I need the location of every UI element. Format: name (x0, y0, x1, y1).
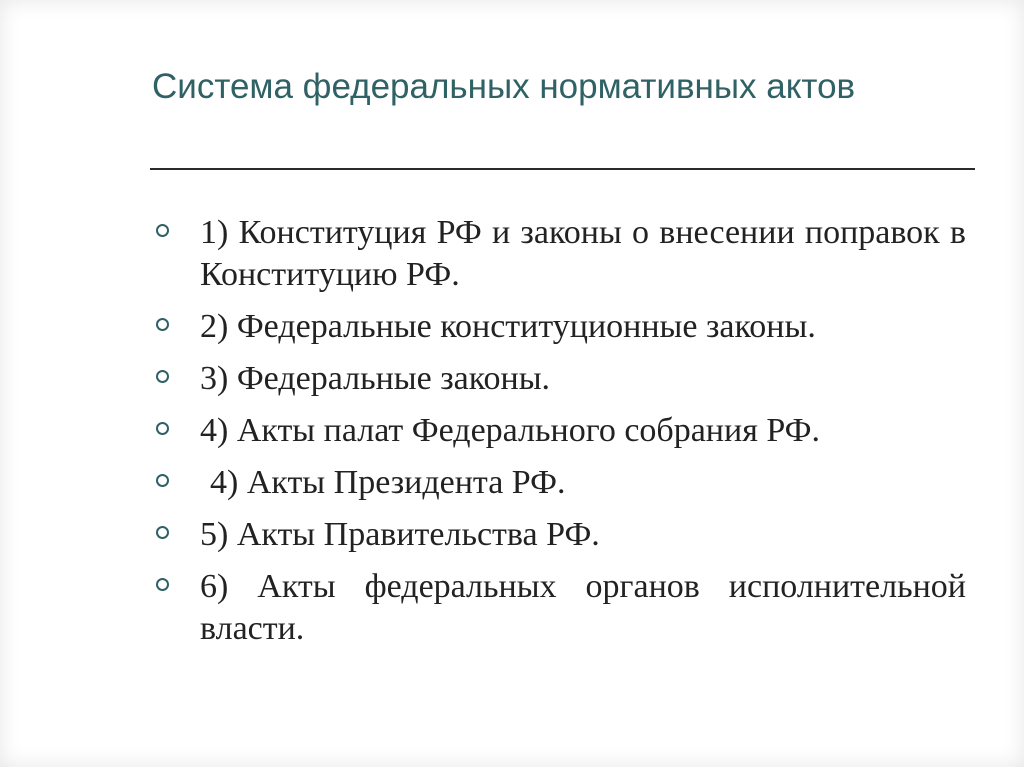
list-item-text: 4) Акты палат Федерального собрания РФ. (200, 412, 821, 449)
list-item-text: 4) Акты Президента РФ. (210, 464, 566, 501)
list-item-text: 6) Акты федеральных органов исполнительной власти. (200, 568, 966, 647)
list-item (156, 410, 966, 452)
list-item-text: 5) Акты Правительства РФ. (200, 516, 600, 553)
list-item (156, 514, 966, 556)
hollow-circle-bullet-icon (156, 526, 169, 539)
hollow-circle-bullet-icon (156, 224, 169, 237)
hollow-circle-bullet-icon (156, 318, 169, 331)
list-item (156, 566, 966, 650)
bullet-list (156, 212, 966, 660)
list-item (156, 462, 966, 504)
title-divider (150, 168, 975, 170)
hollow-circle-bullet-icon (156, 578, 169, 591)
list-item (156, 212, 966, 296)
hollow-circle-bullet-icon (156, 370, 169, 383)
hollow-circle-bullet-icon (156, 474, 169, 487)
list-item-text: 1) Конституция РФ и законы о внесении поправок в Конституцию РФ. (200, 214, 966, 293)
slide-title: Система федеральных нормативных актов (152, 67, 856, 106)
list-item (156, 358, 966, 400)
hollow-circle-bullet-icon (156, 422, 169, 435)
list-item-text: 3) Федеральные законы. (200, 360, 551, 397)
list-item (156, 306, 966, 348)
list-item-text: 2) Федеральные конституционные законы. (200, 308, 816, 345)
